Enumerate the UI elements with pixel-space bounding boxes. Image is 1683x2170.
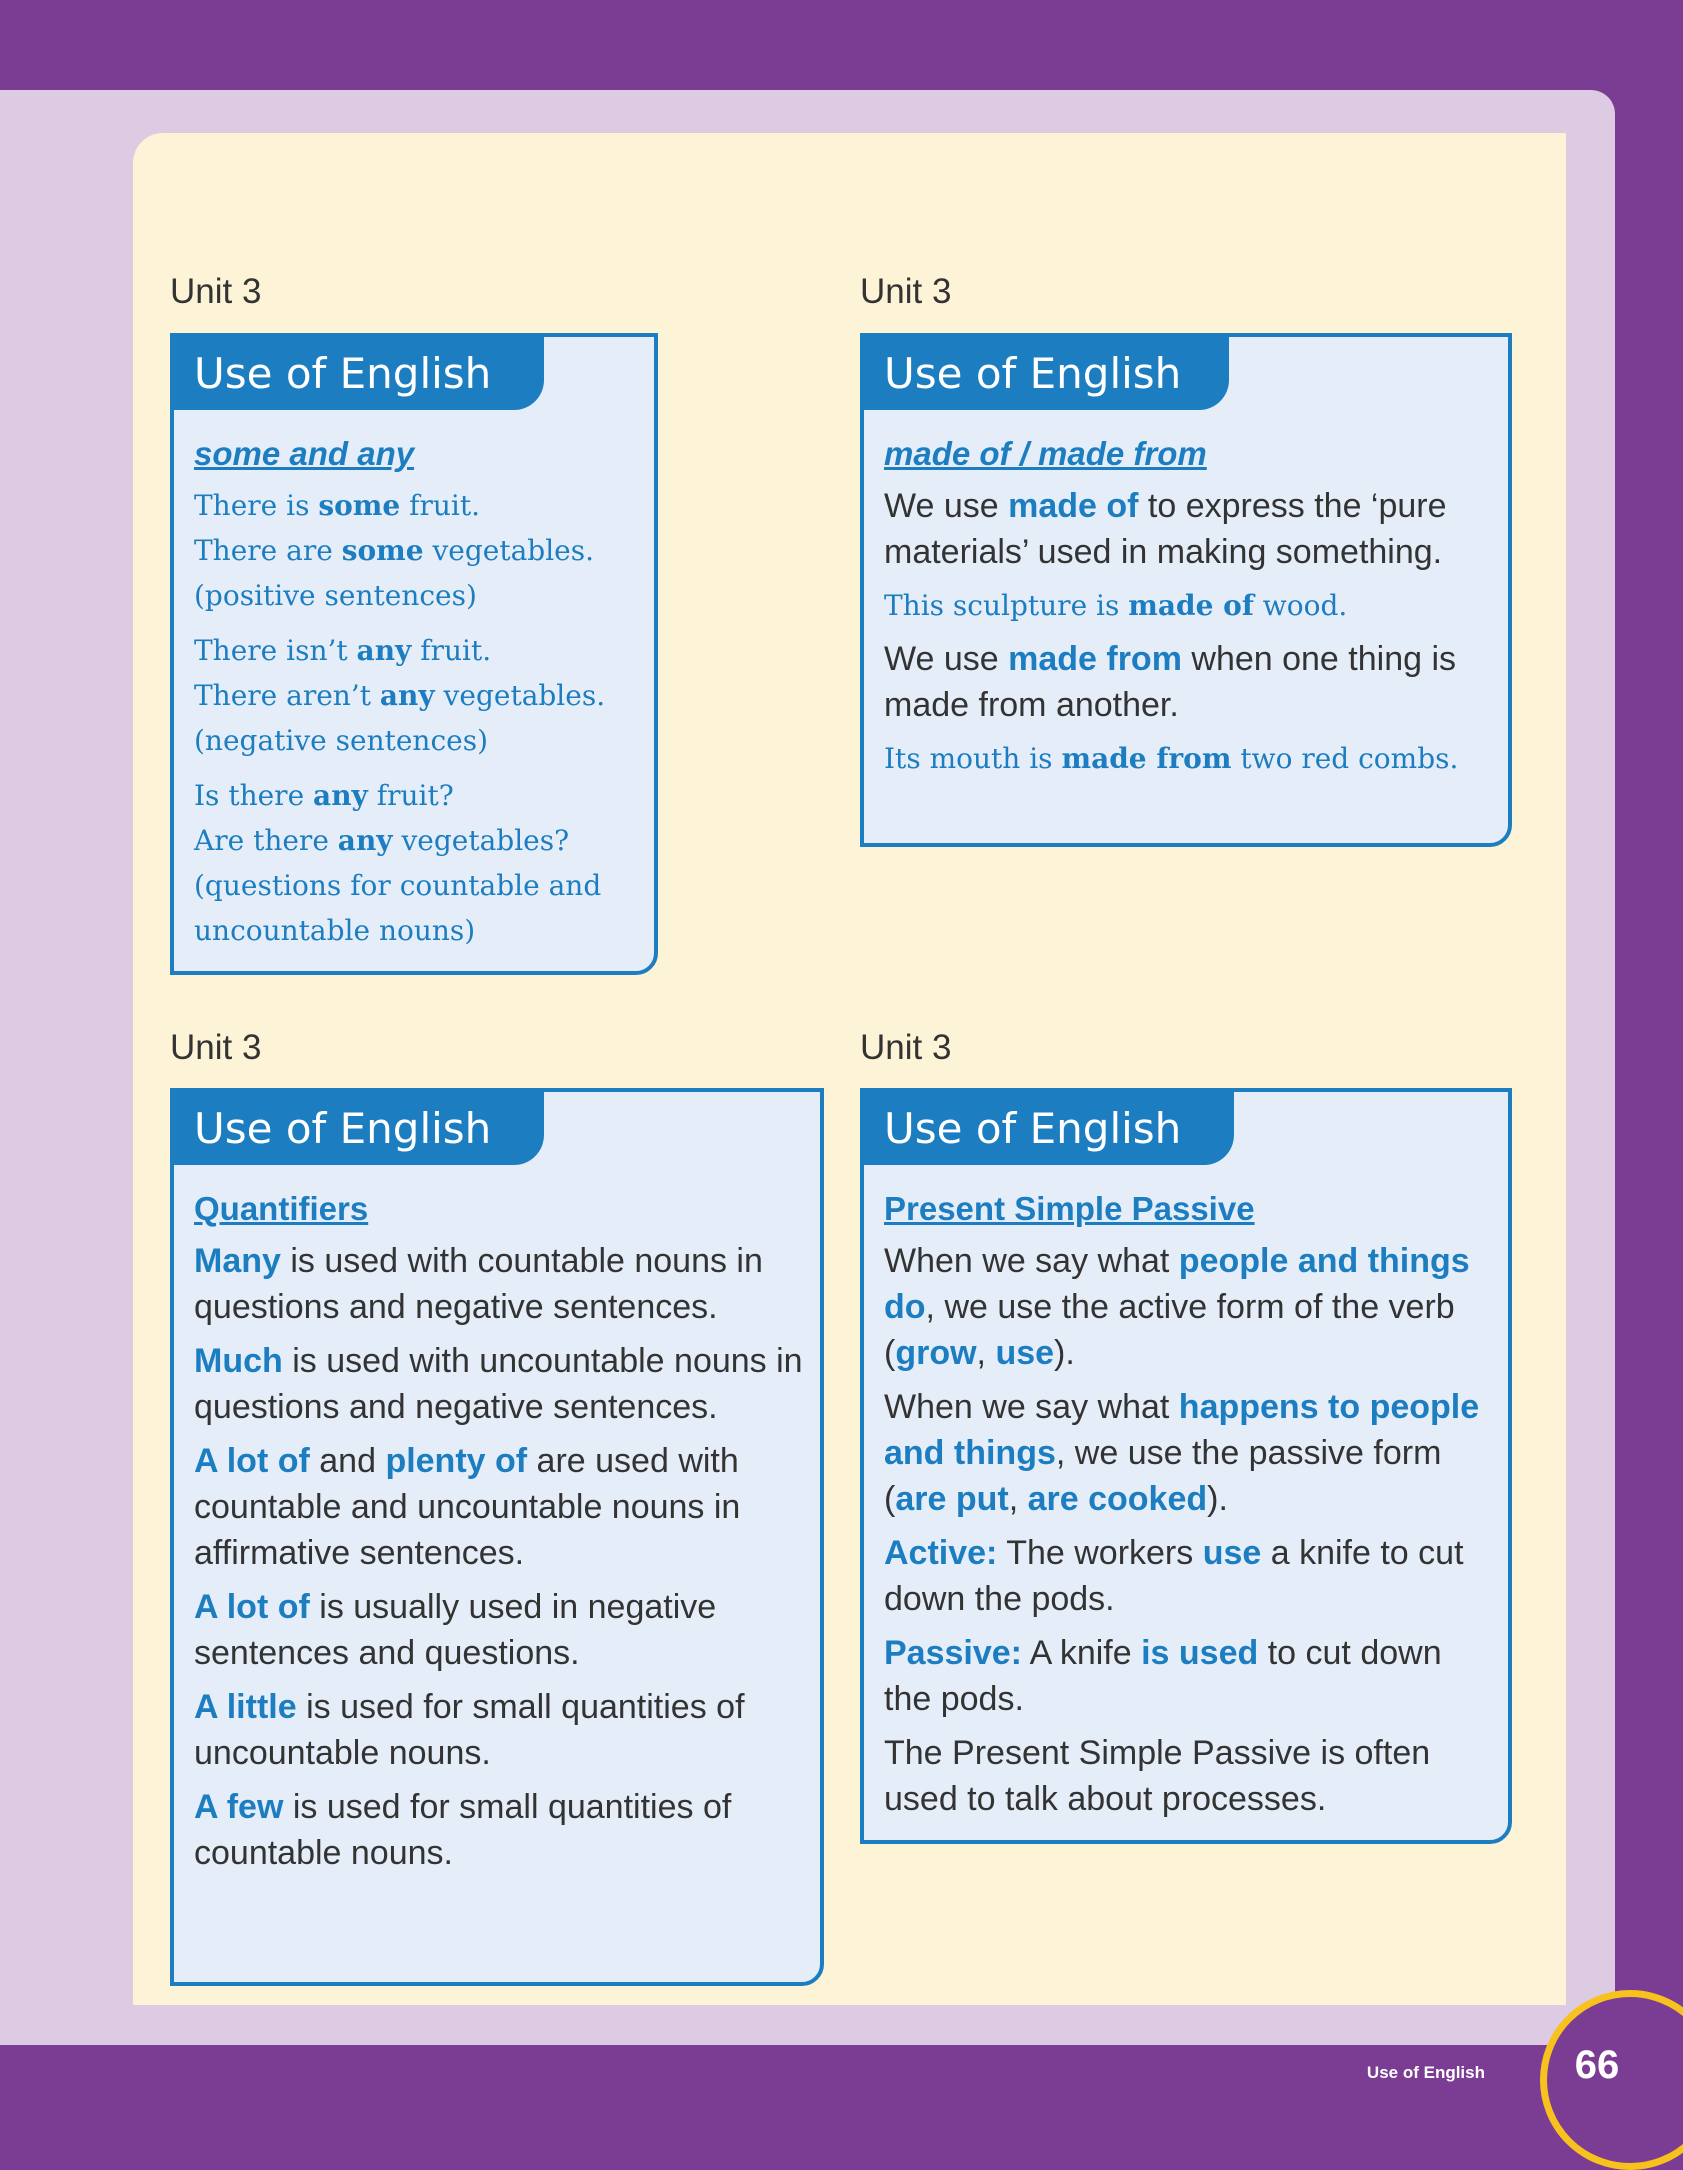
example-line: There are some vegetables. (194, 534, 595, 567)
paragraph: When we say what people and things do, we use the active form of the verb (grow, use). (884, 1242, 1470, 1372)
use-of-english-box-1 (170, 333, 658, 975)
page-number: 66 (1574, 2043, 1620, 2087)
paragraph: Much is used with uncountable nouns in questions and negative sentences. (194, 1342, 803, 1426)
box-heading-2: made of / made from (884, 435, 1207, 472)
unit-label-4: Unit 3 (860, 1028, 952, 1067)
paragraph: A little is used for small quantities of uncountable nouns. (194, 1688, 745, 1772)
paragraph: Active: The workers use a knife to cut down the pods. (884, 1534, 1464, 1618)
paragraph: Many is used with countable nouns in questions and negative sentences. (194, 1242, 763, 1326)
note-line: (negative sentences) (194, 724, 489, 757)
use-of-english-box-4 (860, 1088, 1512, 1844)
box-heading-1: some and any (194, 435, 415, 472)
note-line: (positive sentences) (194, 579, 477, 612)
box-title-1: Use of English (174, 337, 544, 410)
example-line: There aren’t any vegetables. (194, 679, 606, 712)
box-title-4: Use of English (864, 1092, 1234, 1165)
example-line: Are there any vegetables? (194, 824, 570, 857)
paragraph: We use made from when one thing is made from another. (884, 640, 1457, 724)
box-title-3: Use of English (174, 1092, 544, 1165)
use-of-english-box-2 (860, 333, 1512, 847)
note-line: (questions for countable and uncountable nouns) (194, 869, 602, 947)
example-line: Is there any fruit? (194, 779, 454, 812)
paragraph: When we say what happens to people and things, we use the passive form (are put, are cooked). (884, 1388, 1480, 1518)
example-line: There is some fruit. (194, 489, 481, 522)
use-of-english-box-3 (170, 1088, 824, 1986)
box-title-2: Use of English (864, 337, 1229, 410)
unit-label-3: Unit 3 (170, 1028, 262, 1067)
paragraph: A lot of is usually used in negative sentences and questions. (194, 1588, 717, 1672)
paragraph: A few is used for small quantities of countable nouns. (194, 1788, 732, 1872)
unit-label-1: Unit 3 (170, 272, 262, 311)
paragraph: We use made of to express the ‘pure materials’ used in making something. (884, 487, 1447, 571)
paragraph: A lot of and plenty of are used with countable and uncountable nouns in affirmative sentences. (194, 1442, 741, 1572)
box-heading-4: Present Simple Passive (884, 1190, 1255, 1227)
example-line: Its mouth is made from two red combs. (884, 742, 1459, 775)
unit-label-2: Unit 3 (860, 272, 952, 311)
paragraph: Passive: A knife is used to cut down the pods. (884, 1634, 1442, 1718)
box-heading-3: Quantifiers (194, 1190, 369, 1227)
footer-section-label: Use of English (1366, 2063, 1485, 2082)
example-line: This sculpture is made of wood. (884, 589, 1348, 622)
example-line: There isn’t any fruit. (194, 634, 492, 667)
paragraph: The Present Simple Passive is often used to talk about processes. (884, 1734, 1431, 1818)
